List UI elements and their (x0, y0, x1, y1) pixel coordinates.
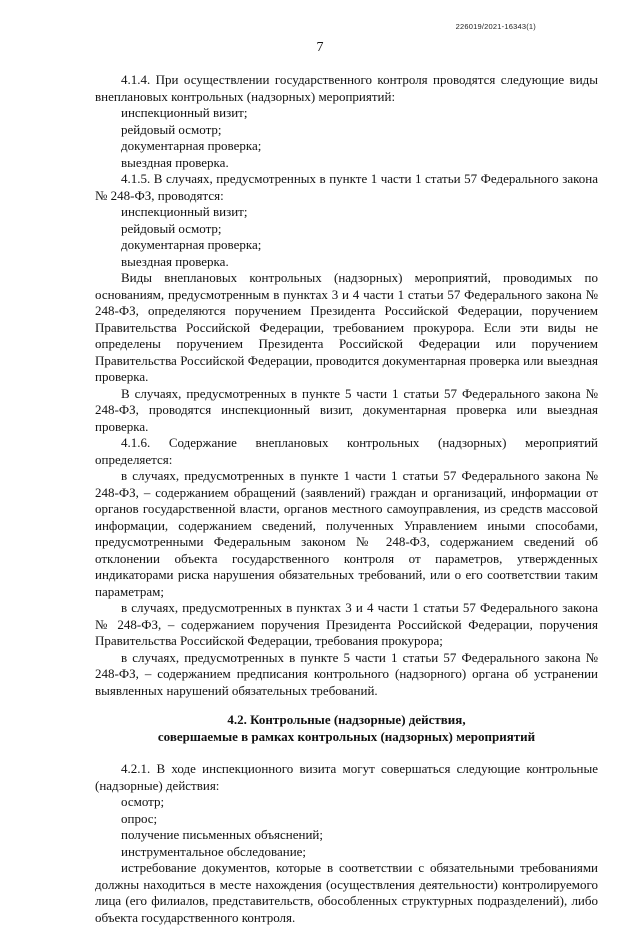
document-body (95, 72, 598, 926)
paragraph: в случаях, предусмотренных в пункте 5 части 1 статьи 57 Федерального закона № 248-ФЗ, – содержанием предписания контрольного (надзорного) органа об устранении выявленных нарушений обязательных требований. (95, 649, 598, 698)
list-item: документарная проверка; (121, 237, 262, 252)
list-item: инспекционный визит; (121, 204, 248, 219)
list-item: инспекционный визит; (121, 105, 248, 120)
paragraph-4-1-5: 4.1.5. В случаях, предусмотренных в пункте 1 части 1 статьи 57 Федерального закона № 248-ФЗ, проводятся: (95, 171, 598, 203)
list-item: документарная проверка; (121, 138, 262, 153)
paragraph: В случаях, предусмотренных в пункте 5 части 1 статьи 57 Федерального закона № 248-ФЗ, проводятся инспекционный визит, документарная проверка или выездная проверка. (95, 385, 598, 434)
list-item: опрос; (121, 810, 158, 826)
list-item: выездная проверка. (121, 253, 229, 269)
list-item: рейдовый осмотр; (121, 121, 222, 137)
paragraph-4-1-6: 4.1.6. Содержание внеплановых контрольных (надзорных) мероприятий определяется: (95, 435, 598, 467)
list-item: осмотр; (121, 794, 165, 809)
section-heading-line: 4.2. Контрольные (надзорные) действия, (227, 712, 466, 727)
paragraph: истребование документов, которые в соответствии с обязательными требованиями должны находиться в месте нахождения (осуществления деятельности) контролируемого лица (его филиалов, представительств, обособленных структурных подразделений), либо объекта государственного контроля. (95, 860, 598, 925)
paragraph-4-1-4: 4.1.4. При осуществлении государственного контроля проводятся следующие виды внеплановых контрольных (надзорных) мероприятий: (95, 72, 598, 104)
list-item: получение письменных объяснений; (121, 827, 323, 842)
list-item: выездная проверка. (121, 154, 229, 170)
paragraph: в случаях, предусмотренных в пункте 1 части 1 статьи 57 Федерального закона № 248-ФЗ, – содержанием обращений (заявлений) граждан и организаций, информации от органов государственной власти, органов местного самоуправления, из средств массовой информации, содержанием сведений, полученных Управлением иными способами, предусмотренными Федеральным законом № 248-ФЗ, содержанием сведений об отклонении объекта государственного контроля от параметров, утвержденных индикаторами риска нарушения обязательных требований, или о его соответствии таким параметрам; (95, 468, 598, 599)
list-item: инструментальное обследование; (121, 843, 307, 859)
section-heading (95, 711, 598, 745)
paragraph: Виды внеплановых контрольных (надзорных) мероприятий, проводимых по основаниям, предусмотренным в пунктах 3 и 4 части 1 статьи 57 Федерального закона № 248-ФЗ, определяются поручением Президента Российской Федерации, поручением Правительства Российской Федерации, требованием прокурора. Если эти виды не определены поручением Президента Российской Федерации или поручением Правительства Российской Федерации, проводится документарная проверка или выездная проверка. (95, 270, 598, 384)
paragraph-4-2-1: 4.2.1. В ходе инспекционного визита могут совершаться следующие контрольные (надзорные) действия: (95, 761, 598, 793)
paragraph: в случаях, предусмотренных в пунктах 3 и 4 части 1 статьи 57 Федерального закона № 248-ФЗ, – содержанием поручения Президента Российской Федерации, поручения Правительства Российской Федерации, требования прокурора; (95, 600, 598, 648)
section-heading-line: совершаемые в рамках контрольных (надзорных) мероприятий (157, 729, 536, 744)
document-number: 226019/2021-16343(1) (455, 22, 536, 31)
page-number: 7 (316, 40, 324, 55)
list-item: рейдовый осмотр; (121, 220, 222, 236)
